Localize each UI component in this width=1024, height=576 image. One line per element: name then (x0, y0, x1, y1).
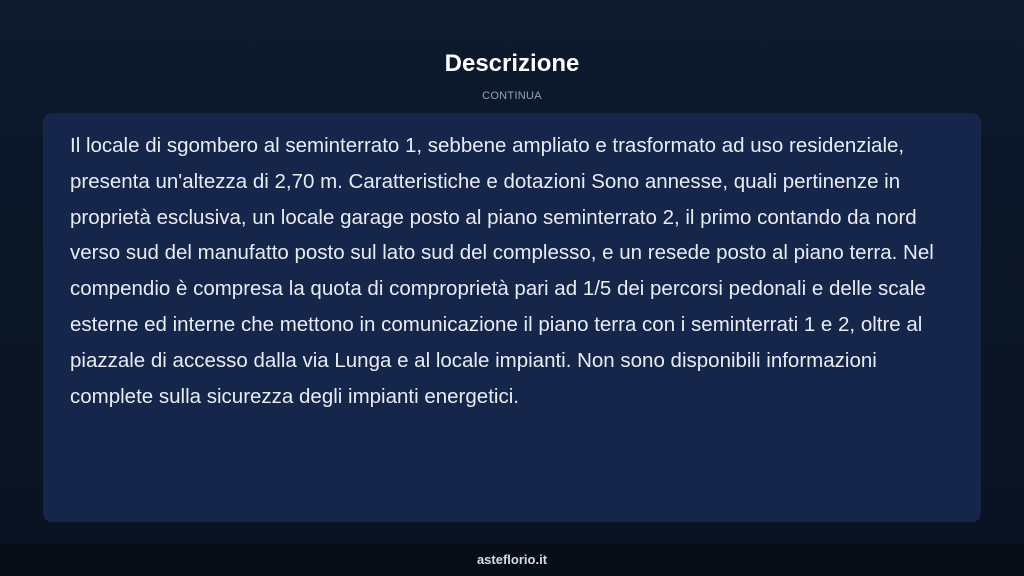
site-name: asteflorio.it (476, 552, 548, 567)
footer-bar (0, 544, 1024, 576)
description-card (43, 113, 981, 522)
page-title: Descrizione (444, 50, 580, 77)
description-text: Il locale di sgombero al seminterrato 1, sebbene ampliato e trasformato ad uso residenziale, presenta un'altezza di 2,70 m. Caratteristiche e dotazioni Sono annesse, quali pertinenze in proprietà esclusiva, un locale garage posto al piano seminterrato 2, il primo contando da nord verso sud del manufatto posto sul lato sud del complesso, e un resede posto al piano terra. Nel compendio è compresa la quota di comproprietà pari ad 1/5 dei percorsi pedonali e delle scale esterne ed interne che mettono in comunicazione il piano terra con i seminterrati 1 e 2, oltre al piazzale di accesso dalla via Lunga e al locale impianti. Non sono disponibili informazioni complete sulla sicurezza degli impianti energetici. (70, 134, 934, 408)
continue-label: CONTINUA (482, 90, 542, 102)
